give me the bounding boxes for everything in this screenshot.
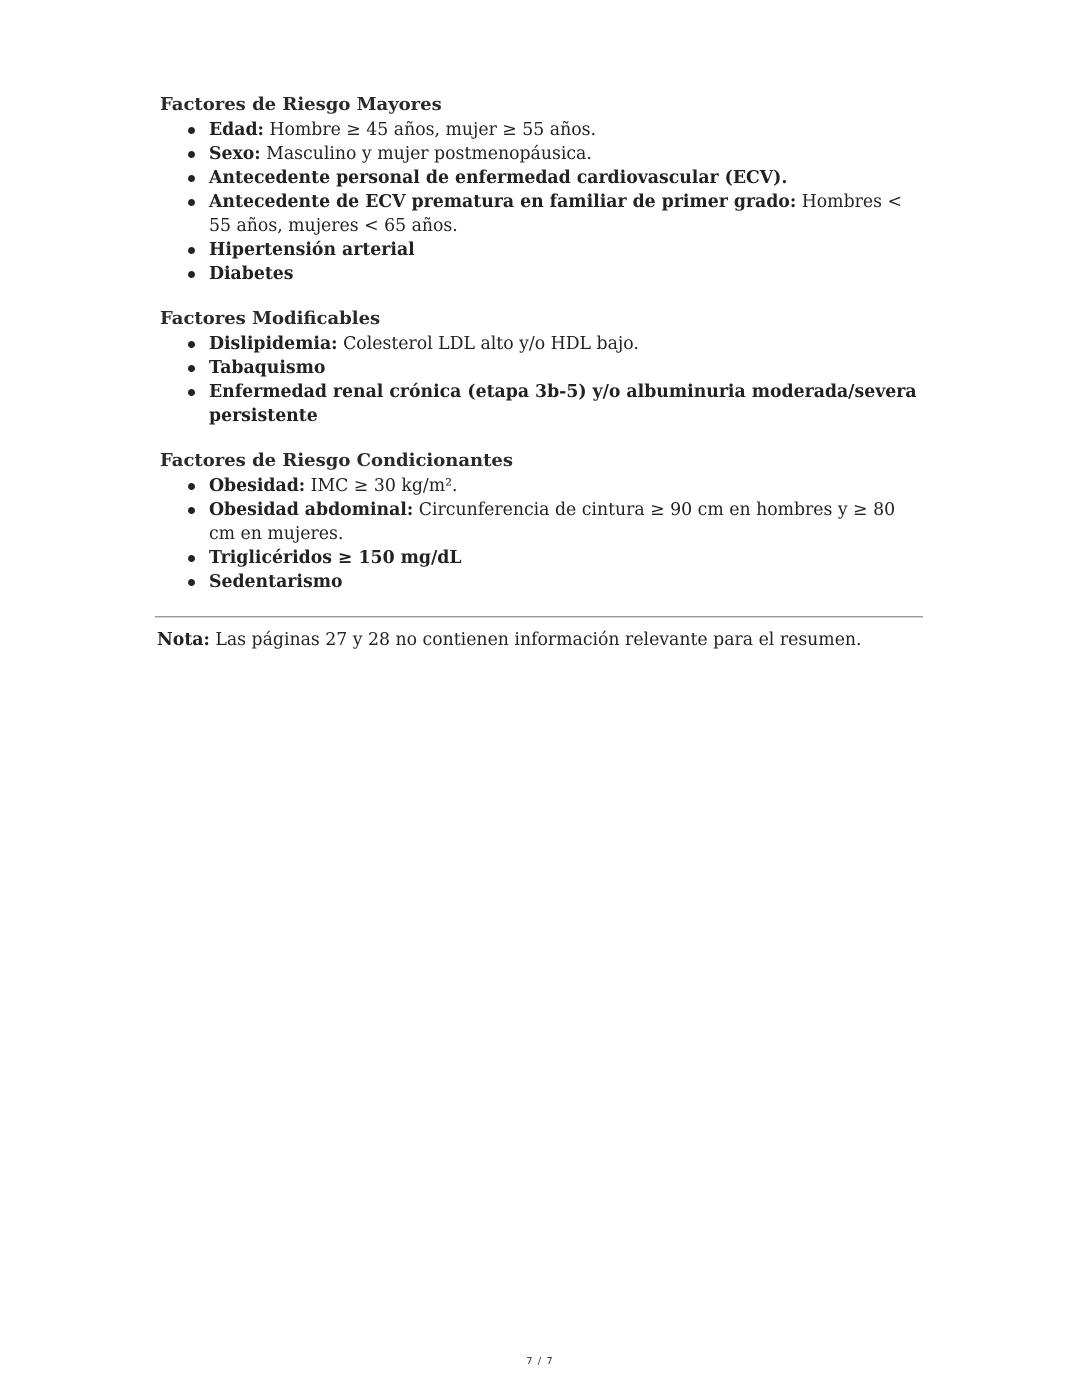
note-text: Las páginas 27 y 28 no contienen información relevante para el resumen. <box>209 630 862 650</box>
item-label: Tabaquismo <box>209 358 326 378</box>
list-item <box>157 356 924 380</box>
item-label: Diabetes <box>209 264 294 284</box>
item-label: Antecedente de ECV prematura en familiar de primer grado: <box>209 192 797 212</box>
list-item <box>157 166 924 190</box>
bullet-icon <box>188 365 195 372</box>
bullet-list <box>157 118 924 286</box>
item-label: Enfermedad renal crónica (etapa 3b-5) y/o albuminuria moderada/severa persistente <box>209 382 917 426</box>
item-label: Obesidad abdominal: <box>209 500 414 520</box>
item-text: Hombres < 55 años, mujeres < 65 años. <box>209 192 902 236</box>
list-item <box>157 238 924 262</box>
section-title: Factores de Riesgo Mayores <box>160 94 442 115</box>
item-text: IMC ≥ 30 kg/m². <box>305 476 458 496</box>
list-item <box>157 262 924 286</box>
bullet-icon <box>188 579 195 586</box>
section-factores-modificables <box>157 306 924 428</box>
item-label: Dislipidemia: <box>209 334 338 354</box>
item-text: Masculino y mujer postmenopáusica. <box>260 144 592 164</box>
bullet-list <box>157 474 924 594</box>
horizontal-divider <box>155 616 923 618</box>
section-title: Factores Modificables <box>160 308 381 329</box>
item-text: Colesterol LDL alto y/o HDL bajo. <box>337 334 639 354</box>
section-factores-condicionantes <box>157 448 924 594</box>
bullet-icon <box>188 271 195 278</box>
note-label: Nota: <box>157 630 210 650</box>
list-item <box>157 118 924 142</box>
bullet-icon <box>188 341 195 348</box>
bullet-icon <box>188 127 195 134</box>
section-factores-mayores <box>157 92 924 286</box>
bullet-icon <box>188 247 195 254</box>
item-label: Antecedente personal de enfermedad cardiovascular (ECV). <box>209 168 788 188</box>
item-label: Sexo: <box>209 144 261 164</box>
bullet-icon <box>188 555 195 562</box>
item-label: Obesidad: <box>209 476 306 496</box>
list-item <box>157 498 924 546</box>
bullet-list <box>157 332 924 428</box>
item-label: Edad: <box>209 120 264 140</box>
bullet-icon <box>188 389 195 396</box>
bullet-icon <box>188 507 195 514</box>
list-item <box>157 474 924 498</box>
list-item <box>157 546 924 570</box>
list-item <box>157 190 924 238</box>
item-label: Sedentarismo <box>209 572 343 592</box>
item-text: Circunferencia de cintura ≥ 90 cm en hombres y ≥ 80 cm en mujeres. <box>209 500 896 544</box>
document-content <box>157 92 924 614</box>
bullet-icon <box>188 199 195 206</box>
bullet-icon <box>188 151 195 158</box>
note-paragraph <box>157 628 937 652</box>
list-item <box>157 332 924 356</box>
bullet-icon <box>188 175 195 182</box>
section-title: Factores de Riesgo Condicionantes <box>160 450 514 471</box>
bullet-icon <box>188 483 195 490</box>
item-label: Hipertensión arterial <box>209 240 415 260</box>
item-text: Hombre ≥ 45 años, mujer ≥ 55 años. <box>263 120 596 140</box>
page-number: 7 / 7 <box>526 1356 554 1367</box>
item-label: Triglicéridos ≥ 150 mg/dL <box>209 548 462 568</box>
list-item <box>157 380 924 428</box>
list-item <box>157 570 924 594</box>
list-item <box>157 142 924 166</box>
